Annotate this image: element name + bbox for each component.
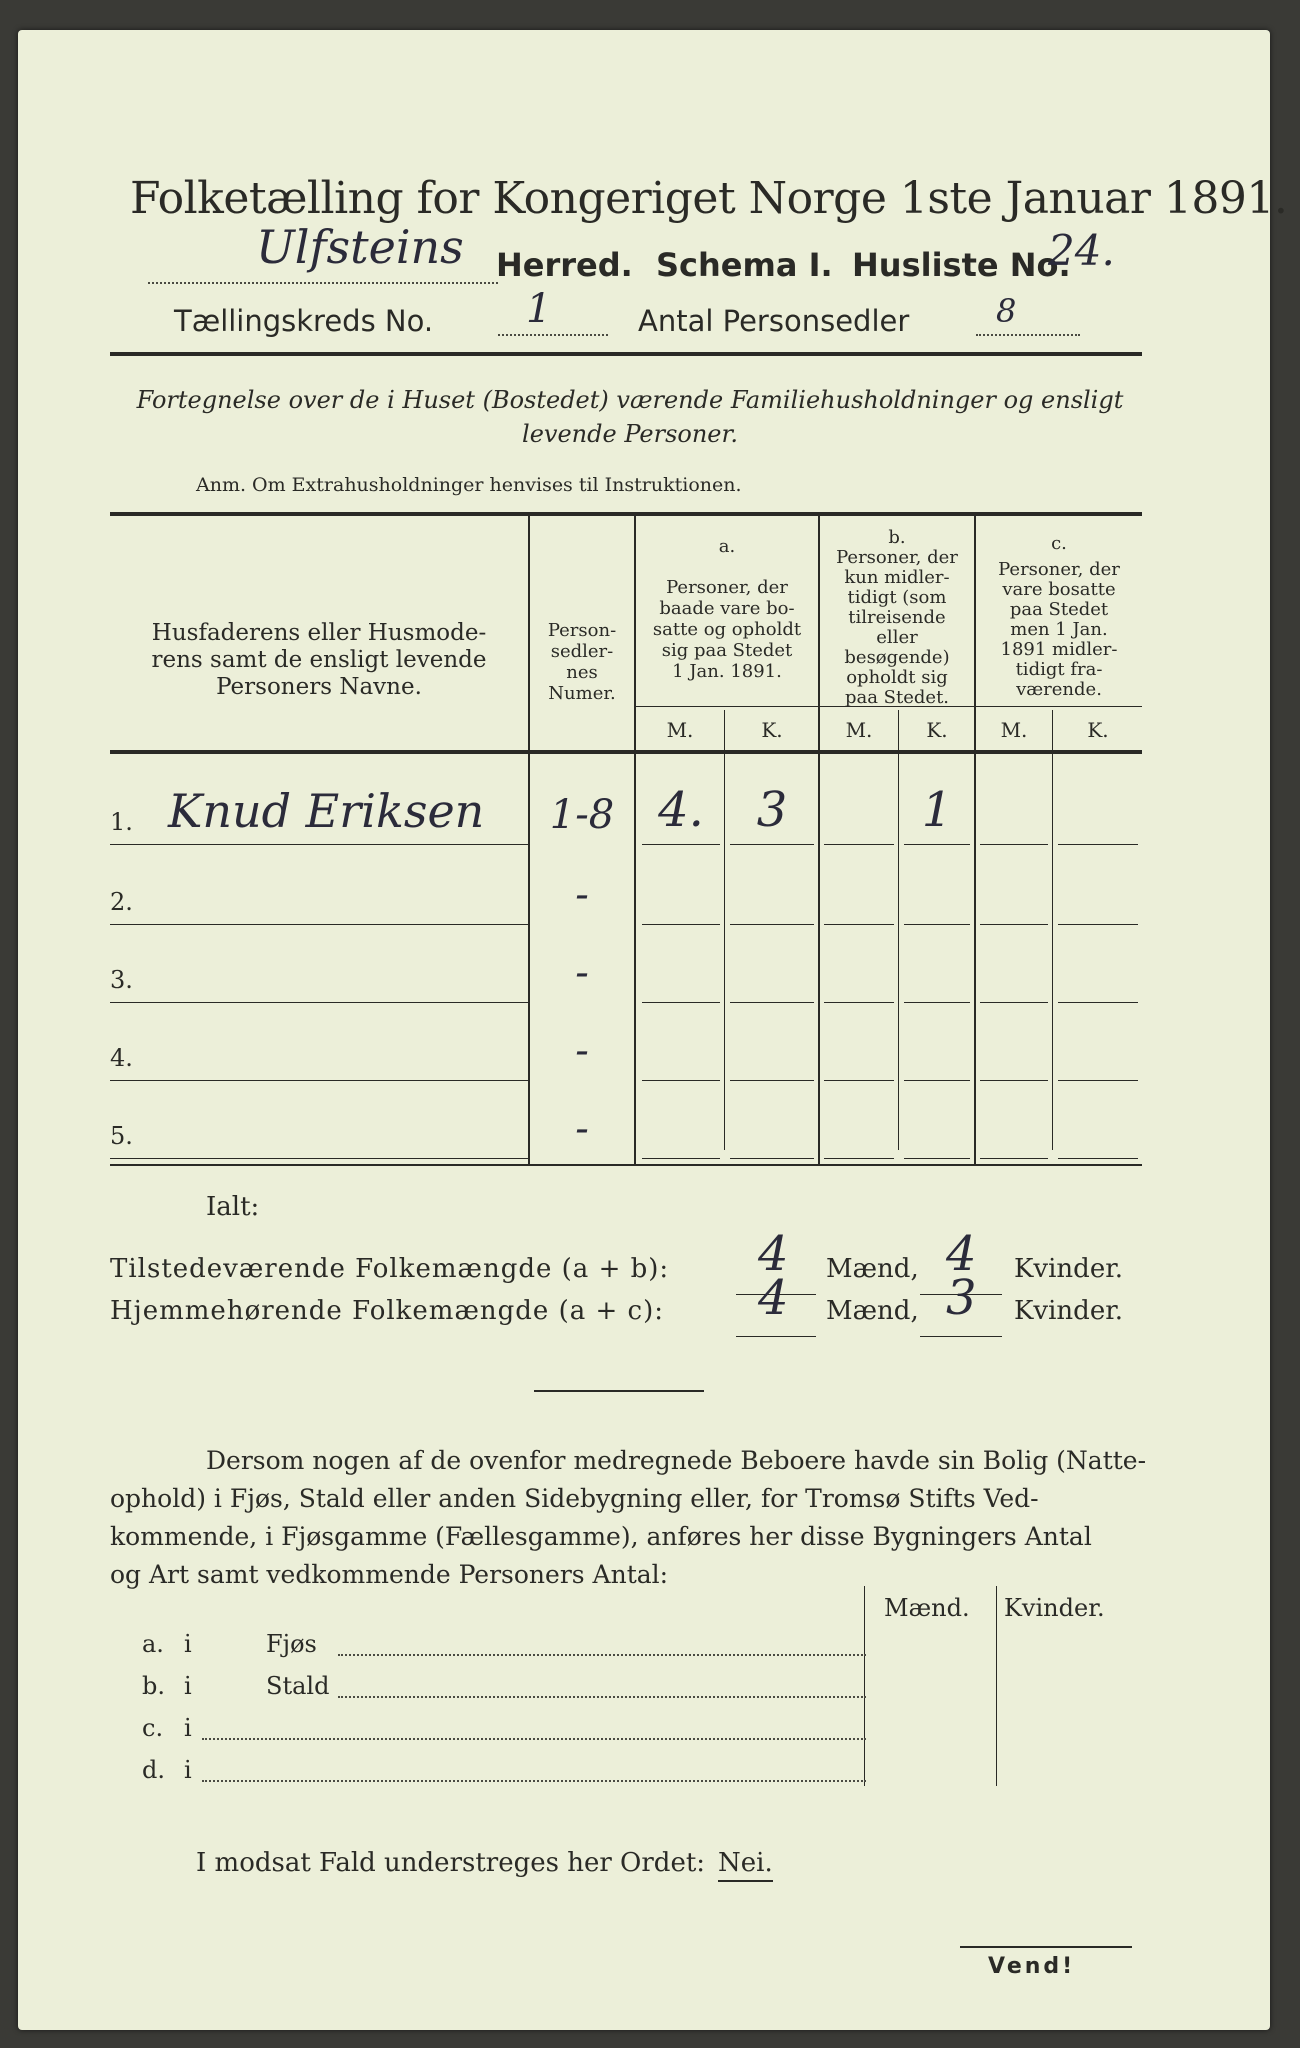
col-b-line: opholdt sig	[846, 667, 948, 688]
cell-underline	[824, 844, 894, 845]
ialt-label: Ialt:	[206, 1192, 260, 1222]
row-name: Knud Eriksen	[168, 784, 485, 838]
count-cell-a-m: 4.	[658, 782, 704, 838]
anm-note: Anm. Om Extrahusholdninger henvises til Instruktionen.	[196, 474, 742, 496]
intro-line-2: levende Personer.	[522, 420, 738, 448]
cell-underline	[642, 1080, 720, 1081]
cell-underline	[904, 1080, 970, 1081]
bolig-kvinder-header: Kvinder.	[1004, 1594, 1105, 1622]
cell-underline	[980, 1002, 1048, 1003]
bolig-item-label: Stald	[266, 1672, 330, 1700]
col-b-line: tidigt (som	[847, 587, 947, 608]
row-personsedler: -	[575, 1106, 589, 1152]
table-bottom-rule	[110, 1164, 1142, 1166]
cell-underline	[1058, 924, 1138, 925]
bolig-item-letter: b.	[142, 1672, 165, 1700]
bolig-item-label: Fjøs	[266, 1630, 317, 1658]
col-b-letter: b.	[888, 527, 906, 548]
col-a-line: baade vare bo-	[659, 598, 795, 619]
cell-underline	[1058, 1002, 1138, 1003]
cell-underline	[642, 924, 720, 925]
hjem-m-line	[736, 1336, 816, 1337]
mk-label: K.	[926, 718, 948, 742]
row-number: 3.	[110, 966, 133, 994]
bolig-item-i: i	[184, 1714, 192, 1742]
bolig-item-dotted-line	[338, 1646, 866, 1656]
row-number: 1.	[110, 808, 133, 836]
census-form-page	[18, 30, 1288, 2030]
col-c-line: Personer, der	[998, 559, 1120, 580]
hjem-k-value: 3	[946, 1270, 977, 1326]
header-num-line: nes	[566, 662, 598, 683]
header-name-line: rens samt de ensligt levende	[151, 647, 487, 673]
col-b-line: eller	[876, 627, 918, 648]
modsat-word: Nei.	[718, 1848, 773, 1882]
col-b-line: kun midler-	[844, 567, 950, 588]
col-a-line: Personer, der	[666, 577, 788, 598]
bolig-item-i: i	[184, 1756, 192, 1784]
cell-underline	[730, 1080, 814, 1081]
bolig-item-dotted-line	[202, 1772, 866, 1782]
col-a-line: satte og opholdt	[652, 619, 802, 640]
cell-underline	[980, 844, 1048, 845]
row-personsedler: -	[575, 1028, 589, 1074]
row-number: 5.	[110, 1122, 133, 1150]
cell-underline	[1058, 1080, 1138, 1081]
mk-label: M.	[845, 718, 873, 742]
herred-label: Herred.	[496, 246, 633, 284]
bolig-item-i: i	[184, 1630, 192, 1658]
bolig-item-letter: a.	[142, 1630, 164, 1658]
name-underline	[110, 924, 528, 925]
tilst-m-value: 4	[758, 1226, 789, 1282]
row-personsedler: -	[575, 950, 589, 996]
form-title: Folketælling for Kongeriget Norge 1ste Januar 1891.	[130, 173, 1288, 224]
col-b-line: Personer, der	[836, 547, 958, 568]
row-personsedler: 1-8	[549, 792, 615, 838]
row-number: 4.	[110, 1044, 133, 1072]
mk-label: M.	[666, 718, 694, 742]
c-mk-divider	[1052, 710, 1053, 1150]
bolig-line: og Art samt vedkommende Personers Antal:	[110, 1560, 669, 1589]
header-name	[110, 620, 528, 701]
header-num-line: Numer.	[548, 683, 616, 704]
cell-underline	[904, 924, 970, 925]
cell-underline	[730, 844, 814, 845]
cell-underline	[730, 1158, 814, 1159]
schema-label: Schema I.	[656, 246, 833, 284]
bolig-item-letter: d.	[142, 1756, 165, 1784]
header-rule	[110, 352, 1142, 356]
b-mk-divider	[898, 710, 899, 1150]
header-col-b	[820, 528, 974, 708]
tilst-label: Tilstedeværende Folkemængde (a + b):	[110, 1254, 670, 1284]
col-b-line: besøgende)	[844, 647, 950, 668]
kreds-dotted-line	[498, 326, 608, 336]
modsat-label: I modsat Fald understreges her Ordet:	[196, 1848, 706, 1878]
col-c-line: men 1 Jan.	[1010, 619, 1108, 640]
mk-label: K.	[1087, 718, 1109, 742]
col-b-line: tilreisende	[848, 607, 946, 628]
intro-line-1: Fortegnelse over de i Huset (Bostedet) værende Familiehusholdninger og ensligt	[136, 386, 1124, 414]
cell-underline	[824, 924, 894, 925]
cell-underline	[1058, 1158, 1138, 1159]
bolig-item-letter: c.	[142, 1714, 164, 1742]
cell-underline	[642, 1158, 720, 1159]
mk-label: K.	[761, 718, 783, 742]
tilst-maend: Mænd,	[826, 1254, 919, 1284]
cell-underline	[642, 844, 720, 845]
header-num-line: Person-	[547, 620, 617, 641]
header-col-a	[636, 536, 818, 682]
cell-underline	[824, 1158, 894, 1159]
section-divider	[534, 1390, 704, 1392]
bolig-line: ophold) i Fjøs, Stald eller anden Sidebygning eller, for Tromsø Stifts Ved-	[110, 1484, 1039, 1513]
col-c-line: værende.	[1016, 679, 1102, 700]
header-col-c	[976, 534, 1142, 700]
kreds-label: Tællingskreds No.	[174, 304, 434, 338]
bolig-vline-2	[996, 1586, 997, 1786]
antal-dotted-line	[976, 326, 1080, 336]
antal-label: Antal Personsedler	[638, 304, 910, 338]
cell-underline	[980, 1158, 1048, 1159]
vend-rule	[960, 1946, 1132, 1948]
cell-underline	[824, 1080, 894, 1081]
cell-underline	[904, 1158, 970, 1159]
mk-label: M.	[1000, 718, 1028, 742]
col-c-line: tidigt fra-	[1015, 659, 1103, 680]
bolig-vline-1	[864, 1586, 865, 1786]
name-underline	[110, 1002, 528, 1003]
count-cell-b-k: 1	[921, 782, 953, 838]
col-c-line: vare bosatte	[1002, 579, 1116, 600]
table-top-rule	[110, 512, 1142, 516]
cell-underline	[824, 1002, 894, 1003]
kreds-value: 1	[526, 286, 552, 332]
col-a-line: 1 Jan. 1891.	[672, 661, 782, 682]
cell-underline	[1058, 844, 1138, 845]
col-c-line: 1891 midler-	[1000, 639, 1118, 660]
antal-value: 8	[996, 292, 1017, 330]
vend-label: Vend!	[988, 1954, 1076, 1979]
cell-underline	[980, 924, 1048, 925]
hjem-kvinder: Kvinder.	[1014, 1296, 1124, 1326]
header-name-line: Personers Navne.	[216, 674, 422, 700]
count-cell-a-k: 3	[756, 782, 788, 838]
cell-underline	[730, 1002, 814, 1003]
header-personsedler	[530, 620, 634, 704]
name-underline	[110, 1080, 528, 1081]
bolig-line: Dersom nogen af de ovenfor medregnede Beboere havde sin Bolig (Natte-	[206, 1446, 1147, 1475]
a-mk-divider	[724, 710, 725, 1150]
bolig-maend-header: Mænd.	[884, 1594, 970, 1622]
header-num-line: sedler-	[550, 641, 614, 662]
hjem-maend: Mænd,	[826, 1296, 919, 1326]
bolig-item-dotted-line	[338, 1688, 866, 1698]
col-a-line: sig paa Stedet	[661, 640, 793, 661]
name-underline	[110, 1158, 528, 1159]
row-number: 2.	[110, 888, 133, 916]
tilst-k-value: 4	[946, 1226, 977, 1282]
header-name-line: Husfaderens eller Husmode-	[151, 620, 487, 646]
bolig-item-i: i	[184, 1672, 192, 1700]
bolig-item-dotted-line	[202, 1730, 866, 1740]
table-header-rule	[110, 750, 1142, 754]
cell-underline	[730, 924, 814, 925]
col-c-line: paa Stedet	[1009, 599, 1109, 620]
bolig-paragraph	[110, 1442, 1146, 1594]
hjem-k-line	[920, 1336, 1002, 1337]
name-underline	[110, 844, 528, 845]
husliste-value: 24.	[1048, 226, 1115, 275]
herred-value: Ulfsteins	[256, 220, 464, 274]
col-b-line: paa Stedet.	[844, 687, 950, 708]
row-personsedler: -	[575, 872, 589, 918]
cell-underline	[904, 1002, 970, 1003]
cell-underline	[904, 844, 970, 845]
col-a-letter: a.	[718, 536, 736, 557]
hjem-label: Hjemmehørende Folkemængde (a + c):	[110, 1296, 664, 1326]
cell-underline	[980, 1080, 1048, 1081]
bolig-line: kommende, i Fjøsgamme (Fællesgamme), anføres her disse Bygningers Antal	[110, 1522, 1092, 1551]
cell-underline	[642, 1002, 720, 1003]
hjem-m-value: 4	[758, 1270, 789, 1326]
husliste-label: Husliste No.	[852, 246, 1071, 284]
col-c-letter: c.	[1051, 533, 1067, 554]
tilst-kvinder: Kvinder.	[1014, 1254, 1124, 1284]
